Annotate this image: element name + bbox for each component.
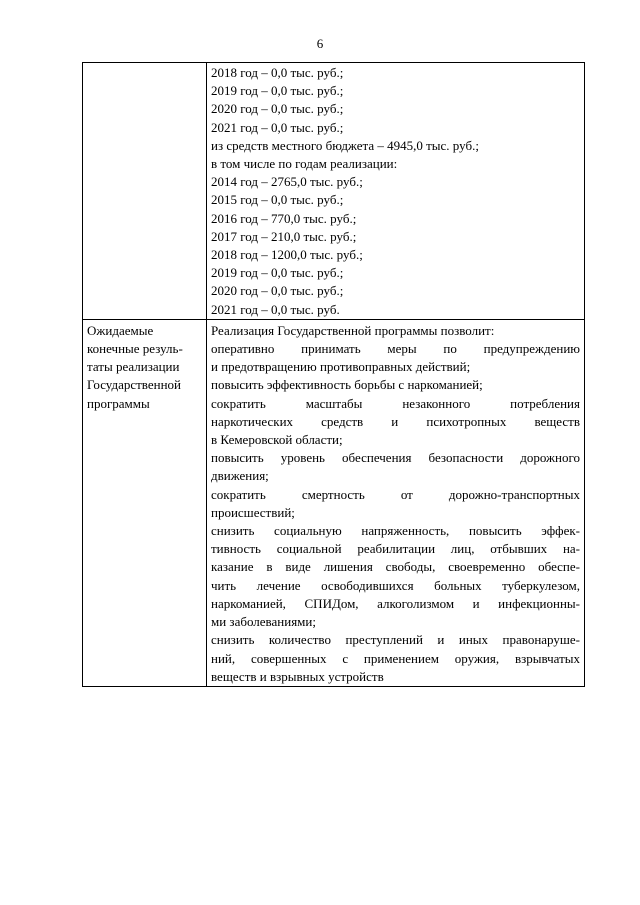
funding-line: из средств местного бюджета – 4945,0 тыс. руб.; (211, 137, 479, 153)
results-line: тивность социальной реабилитации лиц, отбывших на- (211, 541, 580, 557)
results-label-line: конечные резуль- (87, 341, 183, 357)
results-line: сократить смертность от дорожно-транспортных (211, 486, 580, 502)
funding-line: 2016 год – 770,0 тыс. руб.; (211, 210, 357, 226)
results-line: оперативно принимать меры по предупреждению (211, 341, 580, 357)
results-row (83, 319, 585, 686)
results-line: казание в виде лишения свободы, своевременно обеспе- (211, 559, 580, 575)
results-line: движения; (211, 468, 269, 484)
funding-line: 2021 год – 0,0 тыс. руб. (211, 301, 340, 317)
page-number: 6 (316, 36, 324, 51)
results-label-line: Государственной (87, 377, 182, 393)
funding-line: 2020 год – 0,0 тыс. руб.; (211, 283, 344, 299)
results-line: повысить уровень обеспечения безопасности дорожного (211, 450, 580, 466)
funding-line: 2020 год – 0,0 тыс. руб.; (211, 101, 344, 117)
funding-value-cell (207, 63, 585, 320)
funding-line: 2021 год – 0,0 тыс. руб.; (211, 119, 344, 135)
results-line: Реализация Государственной программы позволит: (211, 322, 495, 338)
results-line: ми заболеваниями; (211, 614, 316, 630)
results-label-cell (83, 319, 207, 686)
results-line: веществ и взрывных устройств (211, 668, 384, 684)
funding-line: в том числе по годам реализации: (211, 156, 398, 172)
funding-label-cell (83, 63, 207, 320)
results-label-line: таты реализации (87, 359, 180, 375)
funding-line: 2018 год – 0,0 тыс. руб.; (211, 65, 344, 80)
results-line: снизить социальную напряженность, повысить эффек- (211, 523, 580, 539)
results-line: повысить эффективность борьбы с наркоманией; (211, 377, 483, 393)
results-line: снизить количество преступлений и иных правонаруше- (211, 632, 580, 648)
results-line: наркотических средств и психотропных веществ (211, 413, 580, 429)
funding-line: 2019 год – 0,0 тыс. руб.; (211, 265, 344, 281)
funding-line: 2019 год – 0,0 тыс. руб.; (211, 83, 344, 99)
results-label-line: Ожидаемые (87, 322, 154, 338)
results-line: сократить масштабы незаконного потребления (211, 395, 580, 411)
results-line: происшествий; (211, 504, 295, 520)
results-line: наркоманией, СПИДом, алкоголизмом и инфекционны- (211, 595, 580, 611)
program-passport-table (82, 62, 585, 687)
results-line: в Кемеровской области; (211, 432, 343, 448)
funding-line: 2015 год – 0,0 тыс. руб.; (211, 192, 344, 208)
results-value-cell (207, 319, 585, 686)
results-line: ний, совершенных с применением оружия, взрывчатых (211, 650, 580, 666)
results-line: чить лечение освободившихся больных туберкулезом, (211, 577, 580, 593)
funding-row (83, 63, 585, 320)
funding-line: 2017 год – 210,0 тыс. руб.; (211, 228, 357, 244)
funding-line: 2014 год – 2765,0 тыс. руб.; (211, 174, 363, 190)
funding-line: 2018 год – 1200,0 тыс. руб.; (211, 247, 363, 263)
results-line: и предотвращению противоправных действий; (211, 359, 471, 375)
results-label-line: программы (87, 395, 150, 411)
